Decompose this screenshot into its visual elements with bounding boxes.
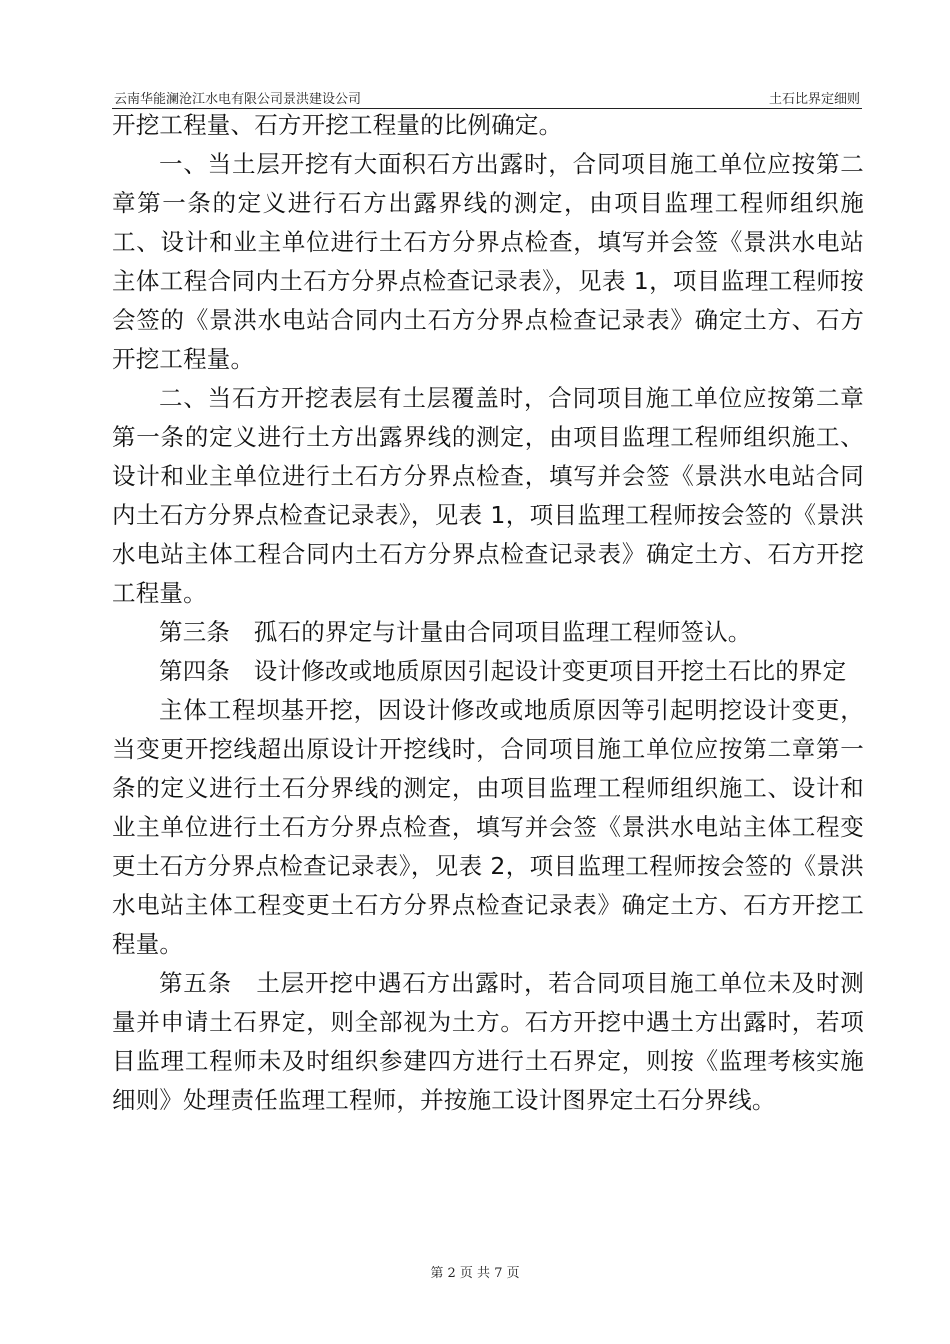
paragraph: 开挖工程量、石方开挖工程量的比例确定。 bbox=[112, 111, 563, 139]
article-heading: 第四条 设计修改或地质原因引起设计变更项目开挖土石比的界定 bbox=[159, 657, 847, 685]
header-company: 云南华能澜沧江水电有限公司景洪建设公司 bbox=[114, 92, 362, 107]
paragraph: 主体工程坝基开挖，因设计修改或地质原因等引起明挖设计变更，当变更开挖线超出原设计开挖线时，合同项目施工单位应按第二章第一条的定义进行土石分界线的测定，由项目监理工程师组织施工、设计和业主单位进行土石方分界点检查，填写并会签《景洪水电站主体工程变更土石方分界点检查记录表》，见表 2，项目监理工程师按会签的《景洪水电站主体工程变更土石方分界点检查记录表》确定土方、石方开挖工程量。 bbox=[112, 696, 864, 958]
article-heading: 第五条 土层开挖中遇石方出露时，若合同项目施工单位未及时测量并申请土石界定，则全部视为土方。石方开挖中遇土方出露时，若项目监理工程师未及时组织参建四方进行土石界定，则按《监理考核实施细则》处理责任监理工程师，并按施工设计图界定土石分界线。 bbox=[112, 969, 864, 1114]
page-number: 第 2 页 共 7 页 bbox=[430, 1266, 520, 1281]
paragraph: 一、当土层开挖有大面积石方出露时，合同项目施工单位应按第二章第一条的定义进行石方出露界线的测定，由项目监理工程师组织施工、设计和业主单位进行土石方分界点检查，填写并会签《景洪水电站主体工程合同内土石方分界点检查记录表》，见表 1，项目监理工程师按会签的《景洪水电站合同内土石方分界点检查记录表》确定土方、石方开挖工程量。 bbox=[112, 150, 864, 373]
document-body bbox=[112, 106, 864, 1120]
header-doc-title: 土石比界定细则 bbox=[768, 92, 860, 107]
article-heading: 第三条 孤石的界定与计量由合同项目监理工程师签认。 bbox=[159, 618, 752, 646]
paragraph: 二、当石方开挖表层有土层覆盖时，合同项目施工单位应按第二章第一条的定义进行土方出露界线的测定，由项目监理工程师组织施工、设计和业主单位进行土石方分界点检查，填写并会签《景洪水电站合同内土石方分界点检查记录表》，见表 1，项目监理工程师按会签的《景洪水电站主体工程合同内土石方分界点检查记录表》确定土方、石方开挖工程量。 bbox=[112, 384, 864, 607]
